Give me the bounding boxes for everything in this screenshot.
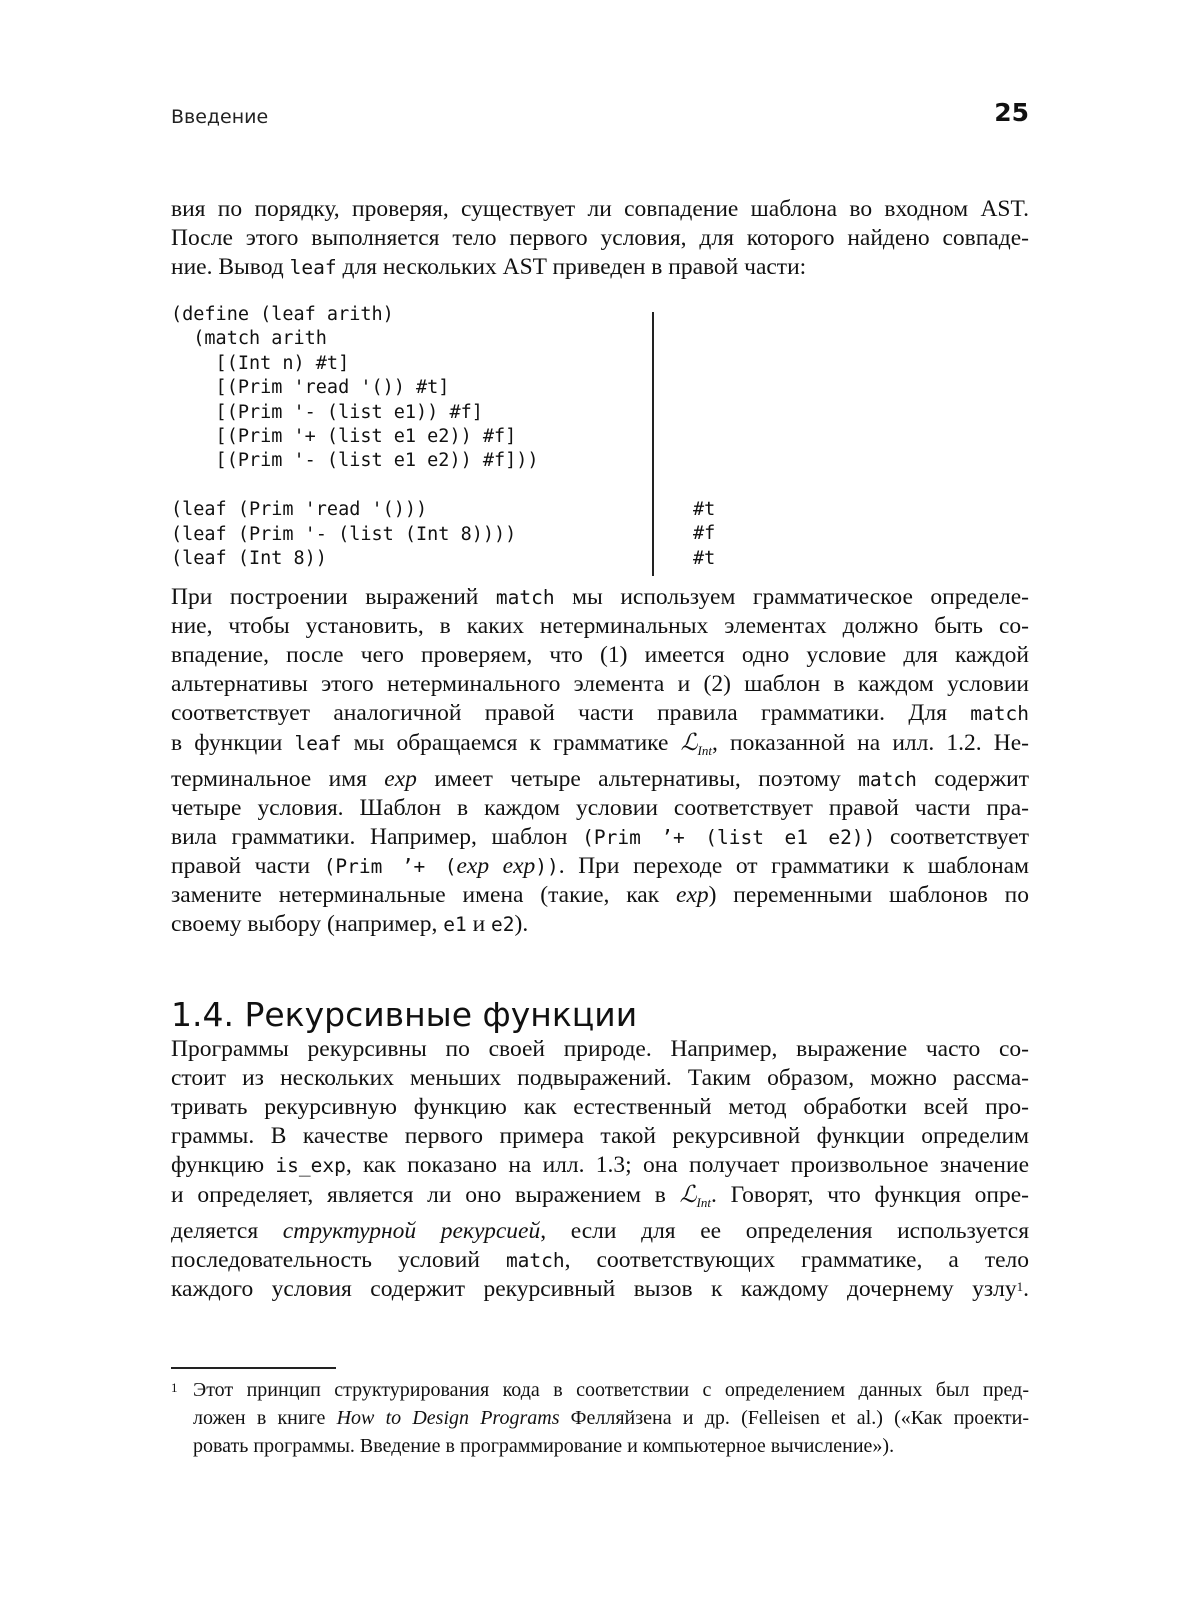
code-line: (define (leaf arith) bbox=[171, 304, 394, 325]
text-line: впадение, после чего проверяем, что (1) имеется одно условие для каждой bbox=[171, 642, 1029, 668]
text-line: правой части (Prim ’+ (exp exp)). При переходе от грамматики к шаблонам bbox=[171, 853, 1029, 879]
footnote-line: Этот принцип структурирования кода в соответствии с определением данных был пред- bbox=[193, 1379, 1029, 1401]
text-line: своему выбору (например, e1 и e2). bbox=[171, 911, 529, 937]
code-line: [(Int n) #t] bbox=[171, 352, 350, 374]
inline-code: e1 bbox=[443, 913, 467, 936]
code-line: [(Prim '+ (list e1 e2)) #f] bbox=[171, 426, 517, 448]
text-line: тривать рекурсивную функцию как естественный метод обработки всей про- bbox=[171, 1094, 1029, 1120]
text-line: соответствует аналогичной правой части правила грамматики. Для match bbox=[171, 700, 1029, 726]
code-line: (leaf (Prim 'read '())) bbox=[171, 499, 428, 521]
code-line: (match arith bbox=[171, 328, 327, 350]
text-line: последовательность условий match, соответствующих грамматике, а тело bbox=[171, 1247, 1029, 1273]
code-listing bbox=[171, 303, 539, 571]
text-line: Программы рекурсивны по своей природе. Например, выражение часто со- bbox=[171, 1036, 1029, 1062]
code-line: (leaf (Int 8)) bbox=[171, 548, 327, 570]
inline-code: leaf bbox=[289, 256, 337, 279]
language-symbol: ℒ bbox=[680, 728, 698, 756]
code-divider bbox=[652, 312, 654, 576]
inline-code: (Prim ’+ ( bbox=[323, 855, 457, 878]
code-line: [(Prim '- (list e1)) #f] bbox=[171, 401, 483, 423]
inline-code: match bbox=[858, 768, 917, 791]
inline-code: match bbox=[970, 702, 1029, 725]
footnote-line: ровать программы. Введение в программирование и компьютерное вычисление»). bbox=[193, 1435, 895, 1457]
result-line: #t bbox=[693, 547, 716, 569]
code-line: [(Prim '- (list e1 e2)) #f])) bbox=[171, 450, 539, 472]
text-line: в функции leaf мы обращаемся к грамматике ℒ$_{Int}$, показанной на илл. 1.2. Не- bbox=[171, 728, 1029, 758]
text-line: терминальное имя exp имеет четыре альтернативы, поэтому match содержит bbox=[171, 766, 1030, 792]
code-line: (leaf (Prim '- (list (Int 8)))) bbox=[171, 523, 517, 545]
text-line: ние. Вывод leaf для нескольких AST приведен в правой части: bbox=[171, 254, 807, 280]
running-head: Введение bbox=[171, 106, 269, 128]
text-line: и определяет, является ли оно выражением в ℒ$_{Int}$. Говорят, что функция опре- bbox=[171, 1180, 1030, 1210]
footnote-rule bbox=[171, 1367, 336, 1369]
section-heading: 1.4. Рекурсивные функции bbox=[171, 995, 638, 1034]
language-symbol: ℒ bbox=[679, 1180, 697, 1208]
text-line: каждого условия содержит рекурсивный вызов к каждому дочернему узлу$^1$. bbox=[171, 1276, 1029, 1302]
text-line: стоит из нескольких меньших подвыражений. Таким образом, можно рассма- bbox=[171, 1065, 1029, 1091]
footnote-mark: 1 bbox=[171, 1380, 178, 1395]
inline-code: match bbox=[495, 586, 555, 609]
intro-paragraph bbox=[171, 195, 1029, 282]
footnote-reference[interactable]: 1 bbox=[1016, 1279, 1024, 1294]
text-line: замените нетерминальные имена (такие, как exp) переменными шаблонов по bbox=[171, 882, 1030, 908]
inline-code: e2 bbox=[491, 913, 515, 936]
footnote bbox=[171, 1376, 1029, 1460]
text-line: При построении выражений match мы используем грамматическое определе- bbox=[171, 584, 1029, 610]
text-line: граммы. В качестве первого примера такой рекурсивной функции определим bbox=[171, 1123, 1029, 1149]
page-number: 25 bbox=[994, 98, 1029, 127]
inline-code: (Prim ’+ (list e1 e2)) bbox=[582, 826, 876, 849]
footnote-line: ложен в книге How to Design Programs Фелляйзена и др. (Felleisen et al.) («Как проекти- bbox=[193, 1407, 1029, 1429]
inline-code: match bbox=[505, 1249, 565, 1272]
text-line: После этого выполняется тело первого условия, для которого найдено совпаде- bbox=[171, 225, 1029, 251]
code-results bbox=[693, 498, 715, 571]
code-line: [(Prim 'read '()) #t] bbox=[171, 377, 450, 399]
text-line: ние, чтобы установить, в каких нетерминальных элементах должно быть со- bbox=[171, 613, 1029, 639]
inline-code: leaf bbox=[294, 732, 342, 755]
text-line: вия по порядку, проверяя, существует ли совпадение шаблона во входном AST. bbox=[171, 196, 1029, 222]
text-line: деляется структурной рекурсией, если для ее определения используется bbox=[171, 1218, 1030, 1244]
text-line: альтернативы этого нетерминального элемента и (2) шаблон в каждом условии bbox=[171, 671, 1029, 697]
text-line: вила грамматики. Например, шаблон (Prim ’+ (list e1 e2)) соответствует bbox=[171, 824, 1029, 850]
text-line: четыре условия. Шаблон в каждом условии соответствует правой части пра- bbox=[171, 795, 1029, 821]
result-line: #t bbox=[693, 499, 716, 520]
recursion-paragraph bbox=[171, 1035, 1029, 1304]
text-line: функцию is_exp, как показано на илл. 1.3; она получает произвольное значение bbox=[171, 1152, 1029, 1178]
inline-code: is_exp bbox=[275, 1154, 346, 1177]
result-line: #f bbox=[693, 523, 716, 545]
match-paragraph bbox=[171, 583, 1029, 939]
